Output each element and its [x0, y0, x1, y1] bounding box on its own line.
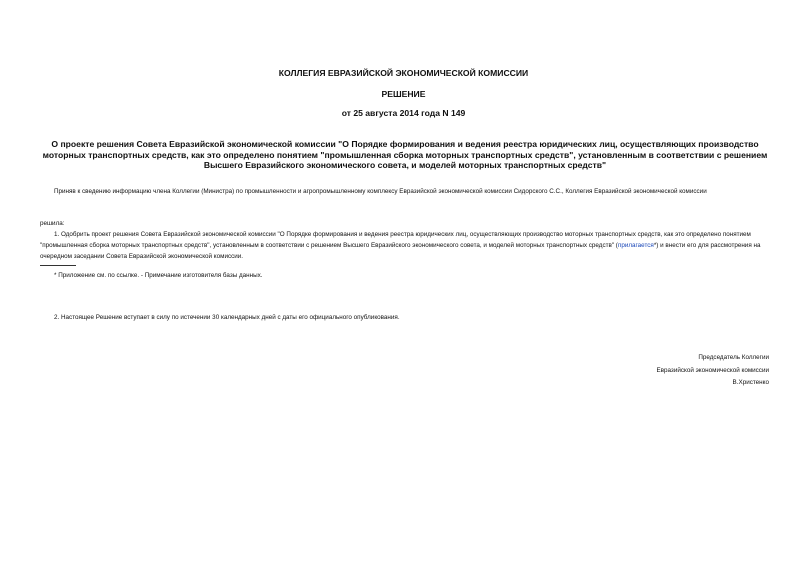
resolved-label: решила:	[40, 220, 65, 227]
signature-name: В.Христенко	[732, 379, 769, 386]
footnote-text: * Приложение см. по ссылке. - Примечание изготовителя базы данных.	[54, 272, 263, 279]
signature-block	[656, 352, 769, 390]
date-number-heading: от 25 августа 2014 года N 149	[341, 108, 466, 118]
item-1-text-after-link: *) и внести его для рассмотрения на очередном заседании Совета Евразийской экономической комиссии.	[40, 242, 761, 260]
attachment-link[interactable]: прилагается	[617, 242, 654, 249]
document-subject-title: О проекте решения Совета Евразийской экономической комиссии "О Порядке формирования и ведения реестра юридических лиц, осуществляющих производство моторных транспортных средств, как это определено понятием "промышленная сборка моторных транспортных средств", установленным в соответствии с решением Высшего Евразийского экономического совета, и моделей моторных транспортных средств"	[42, 139, 768, 170]
footnote-divider	[40, 265, 76, 266]
item-1-paragraph	[40, 229, 778, 262]
signature-title: Председатель Коллегии	[698, 354, 769, 361]
organization-heading: КОЛЛЕГИЯ ЕВРАЗИЙСКОЙ ЭКОНОМИЧЕСКОЙ КОМИССИИ	[278, 68, 529, 78]
signature-organization: Евразийской экономической комиссии	[656, 366, 769, 374]
document-type-heading: РЕШЕНИЕ	[381, 89, 426, 99]
item-2-paragraph: 2. Настоящее Решение вступает в силу по истечении 30 календарных дней с даты его официального опубликования.	[54, 314, 400, 321]
item-1-text-before-link: 1. Одобрить проект решения Совета Евразийской экономической комиссии "О Порядке формирования и ведения реестра юридических лиц, осуществляющих производство моторных транспортных средств, как это определено понятием "промышленная сборка моторных транспортных средств", установленным в соответствии с решением Высшего Евразийского экономического совета, и моделей моторных транспортных средств" (	[40, 231, 751, 249]
preamble-paragraph: Приняв к сведению информацию члена Коллегии (Министра) по промышленности и агропромышленному комплексу Евразийской экономической комиссии Сидорского С.С., Коллегия Евразийской экономической комиссии	[54, 188, 707, 195]
